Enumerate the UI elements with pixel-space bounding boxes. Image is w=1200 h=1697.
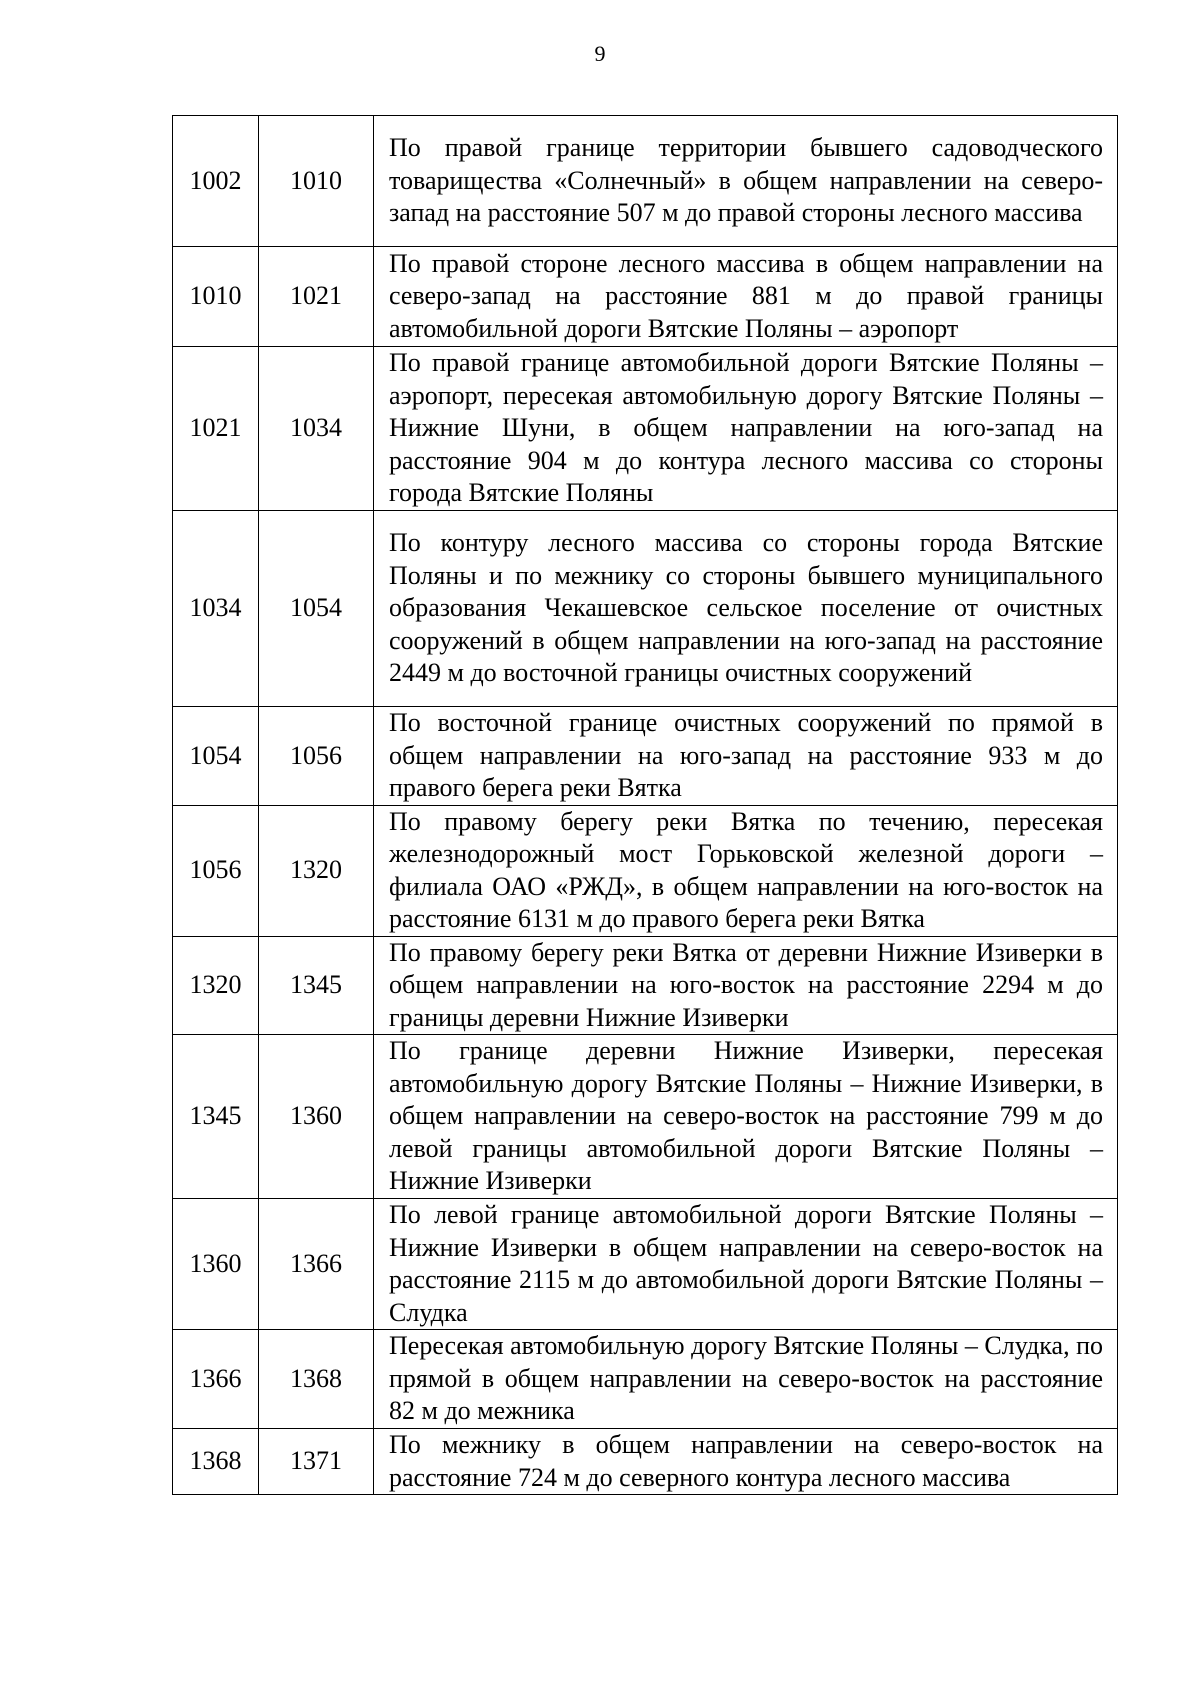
from-point-cell: 1002 — [173, 116, 259, 247]
from-point-cell: 1034 — [173, 511, 259, 707]
to-point-cell: 1345 — [259, 936, 374, 1035]
to-point-cell: 1368 — [259, 1330, 374, 1429]
table-row — [173, 707, 1118, 806]
description-cell: По границе деревни Нижние Изиверки, пересекая автомобильную дорогу Вятские Поляны – Нижние Изиверки, в общем направлении на северо-восток на расстояние 799 м до левой границы автомобильной дороги Вятские Поляны – Нижние Изиверки — [374, 1035, 1118, 1199]
description-cell: По восточной границе очистных сооружений по прямой в общем направлении на юго-запад на расстояние 933 м до правого берега реки Вятка — [374, 707, 1118, 806]
to-point-cell: 1021 — [259, 247, 374, 347]
to-point-cell: 1366 — [259, 1199, 374, 1330]
to-point-cell: 1360 — [259, 1035, 374, 1199]
from-point-cell: 1010 — [173, 247, 259, 347]
table-row — [173, 1035, 1118, 1199]
table-row — [173, 247, 1118, 347]
description-cell: Пересекая автомобильную дорогу Вятские Поляны – Слудка, по прямой в общем направлении на северо-восток на расстояние 82 м до межника — [374, 1330, 1118, 1429]
from-point-cell: 1345 — [173, 1035, 259, 1199]
table-row — [173, 116, 1118, 247]
to-point-cell: 1056 — [259, 707, 374, 806]
from-point-cell: 1056 — [173, 805, 259, 936]
table-row — [173, 936, 1118, 1035]
description-cell: По правой стороне лесного массива в общем направлении на северо-запад на расстояние 881 м до правой границы автомобильной дороги Вятские Поляны – аэропорт — [374, 247, 1118, 347]
to-point-cell: 1034 — [259, 347, 374, 511]
description-cell: По правому берегу реки Вятка по течению, пересекая железнодорожный мост Горьковской железной дороги – филиала ОАО «РЖД», в общем направлении на юго-восток на расстояние 6131 м до правого берега реки Вятка — [374, 805, 1118, 936]
table-row — [173, 511, 1118, 707]
table-row — [173, 805, 1118, 936]
description-cell: По контуру лесного массива со стороны города Вятские Поляны и по межнику со стороны бывшего муниципального образования Чекашевское сельское поселение от очистных сооружений в общем направлении на юго-запад на расстояние 2449 м до восточной границы очистных сооружений — [374, 511, 1118, 707]
description-cell: По левой границе автомобильной дороги Вятские Поляны – Нижние Изиверки в общем направлении на северо-восток на расстояние 2115 м до автомобильной дороги Вятские Поляны – Слудка — [374, 1199, 1118, 1330]
from-point-cell: 1320 — [173, 936, 259, 1035]
to-point-cell: 1320 — [259, 805, 374, 936]
description-cell: По межнику в общем направлении на северо-восток на расстояние 724 м до северного контура лесного массива — [374, 1429, 1118, 1495]
description-cell: По правому берегу реки Вятка от деревни Нижние Изиверки в общем направлении на юго-восток на расстояние 2294 м до границы деревни Нижние Изиверки — [374, 936, 1118, 1035]
to-point-cell: 1010 — [259, 116, 374, 247]
table-row — [173, 1429, 1118, 1495]
boundary-description-table — [172, 115, 1118, 1495]
description-cell: По правой границе автомобильной дороги Вятские Поляны – аэропорт, пересекая автомобильную дорогу Вятские Поляны – Нижние Шуни, в общем направлении на юго-запад на расстояние 904 м до контура лесного массива со стороны города Вятские Поляны — [374, 347, 1118, 511]
from-point-cell: 1054 — [173, 707, 259, 806]
to-point-cell: 1371 — [259, 1429, 374, 1495]
table-row — [173, 1330, 1118, 1429]
from-point-cell: 1021 — [173, 347, 259, 511]
from-point-cell: 1366 — [173, 1330, 259, 1429]
page-number: 9 — [594, 41, 606, 66]
from-point-cell: 1360 — [173, 1199, 259, 1330]
table-row — [173, 1199, 1118, 1330]
table-row — [173, 347, 1118, 511]
to-point-cell: 1054 — [259, 511, 374, 707]
description-cell: По правой границе территории бывшего садоводческого товарищества «Солнечный» в общем направлении на северо-запад на расстояние 507 м до правой стороны лесного массива — [374, 116, 1118, 247]
from-point-cell: 1368 — [173, 1429, 259, 1495]
